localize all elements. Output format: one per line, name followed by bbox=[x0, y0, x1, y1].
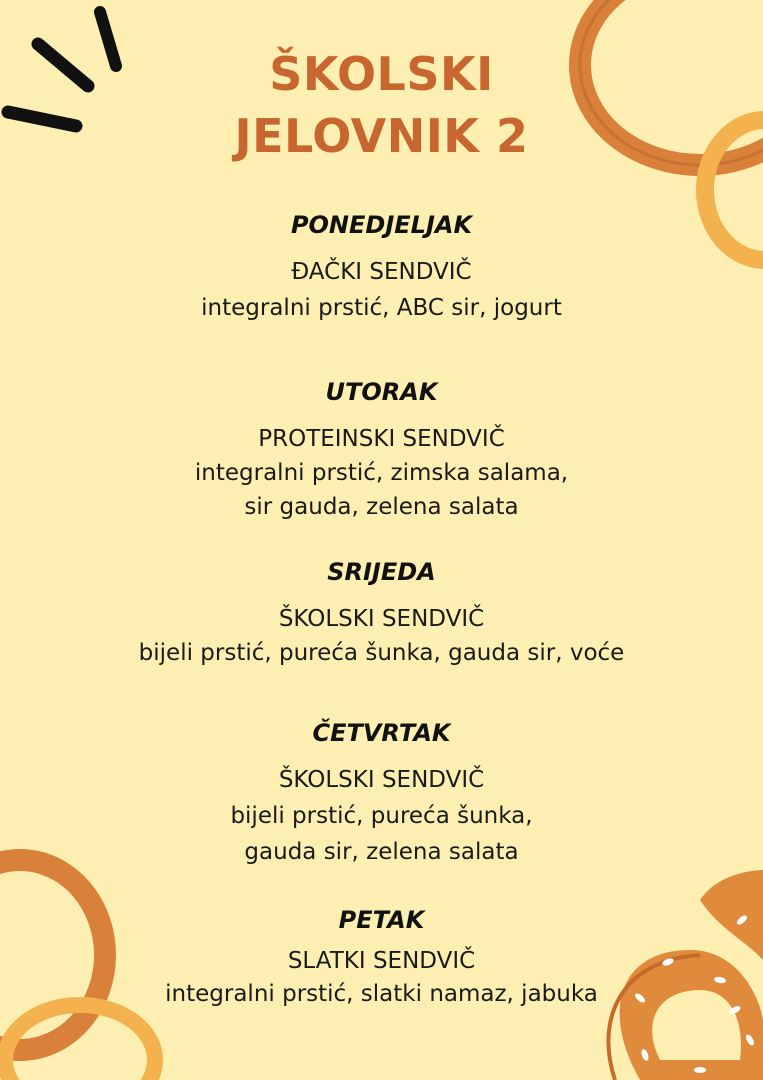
ingredients-tuesday-1: integralni prstić, zimska salama, bbox=[194, 460, 569, 486]
ingredients-wednesday-1: bijeli prstić, pureća šunka, gauda sir, voće bbox=[138, 640, 625, 666]
sandwich-name-monday: ĐAČKI SENDVIČ bbox=[291, 259, 472, 285]
ingredients-monday-1: integralni prstić, ABC sir, jogurt bbox=[201, 295, 562, 321]
ingredients-thursday-1: bijeli prstić, pureća šunka, bbox=[230, 803, 533, 829]
day-heading-thursday: ČETVRTAK bbox=[312, 719, 451, 747]
sandwich-name-friday: SLATKI SENDVIČ bbox=[287, 948, 476, 974]
sandwich-name-wednesday: ŠKOLSKI SENDVIČ bbox=[278, 606, 485, 632]
sandwich-name-thursday: ŠKOLSKI SENDVIČ bbox=[278, 767, 485, 793]
ingredients-tuesday-2: sir gauda, zelena salata bbox=[244, 494, 519, 520]
sandwich-name-tuesday: PROTEINSKI SENDVIČ bbox=[258, 426, 505, 452]
day-heading-wednesday: SRIJEDA bbox=[327, 558, 436, 586]
page-title-line-1: ŠKOLSKI bbox=[269, 47, 494, 101]
page-title-line-2: JELOVNIK 2 bbox=[234, 109, 529, 163]
day-heading-monday: PONEDJELJAK bbox=[290, 211, 473, 239]
day-heading-tuesday: UTORAK bbox=[325, 378, 438, 406]
day-heading-friday: PETAK bbox=[338, 906, 425, 934]
ingredients-thursday-2: gauda sir, zelena salata bbox=[244, 839, 519, 865]
ingredients-friday-1: integralni prstić, slatki namaz, jabuka bbox=[165, 981, 598, 1007]
